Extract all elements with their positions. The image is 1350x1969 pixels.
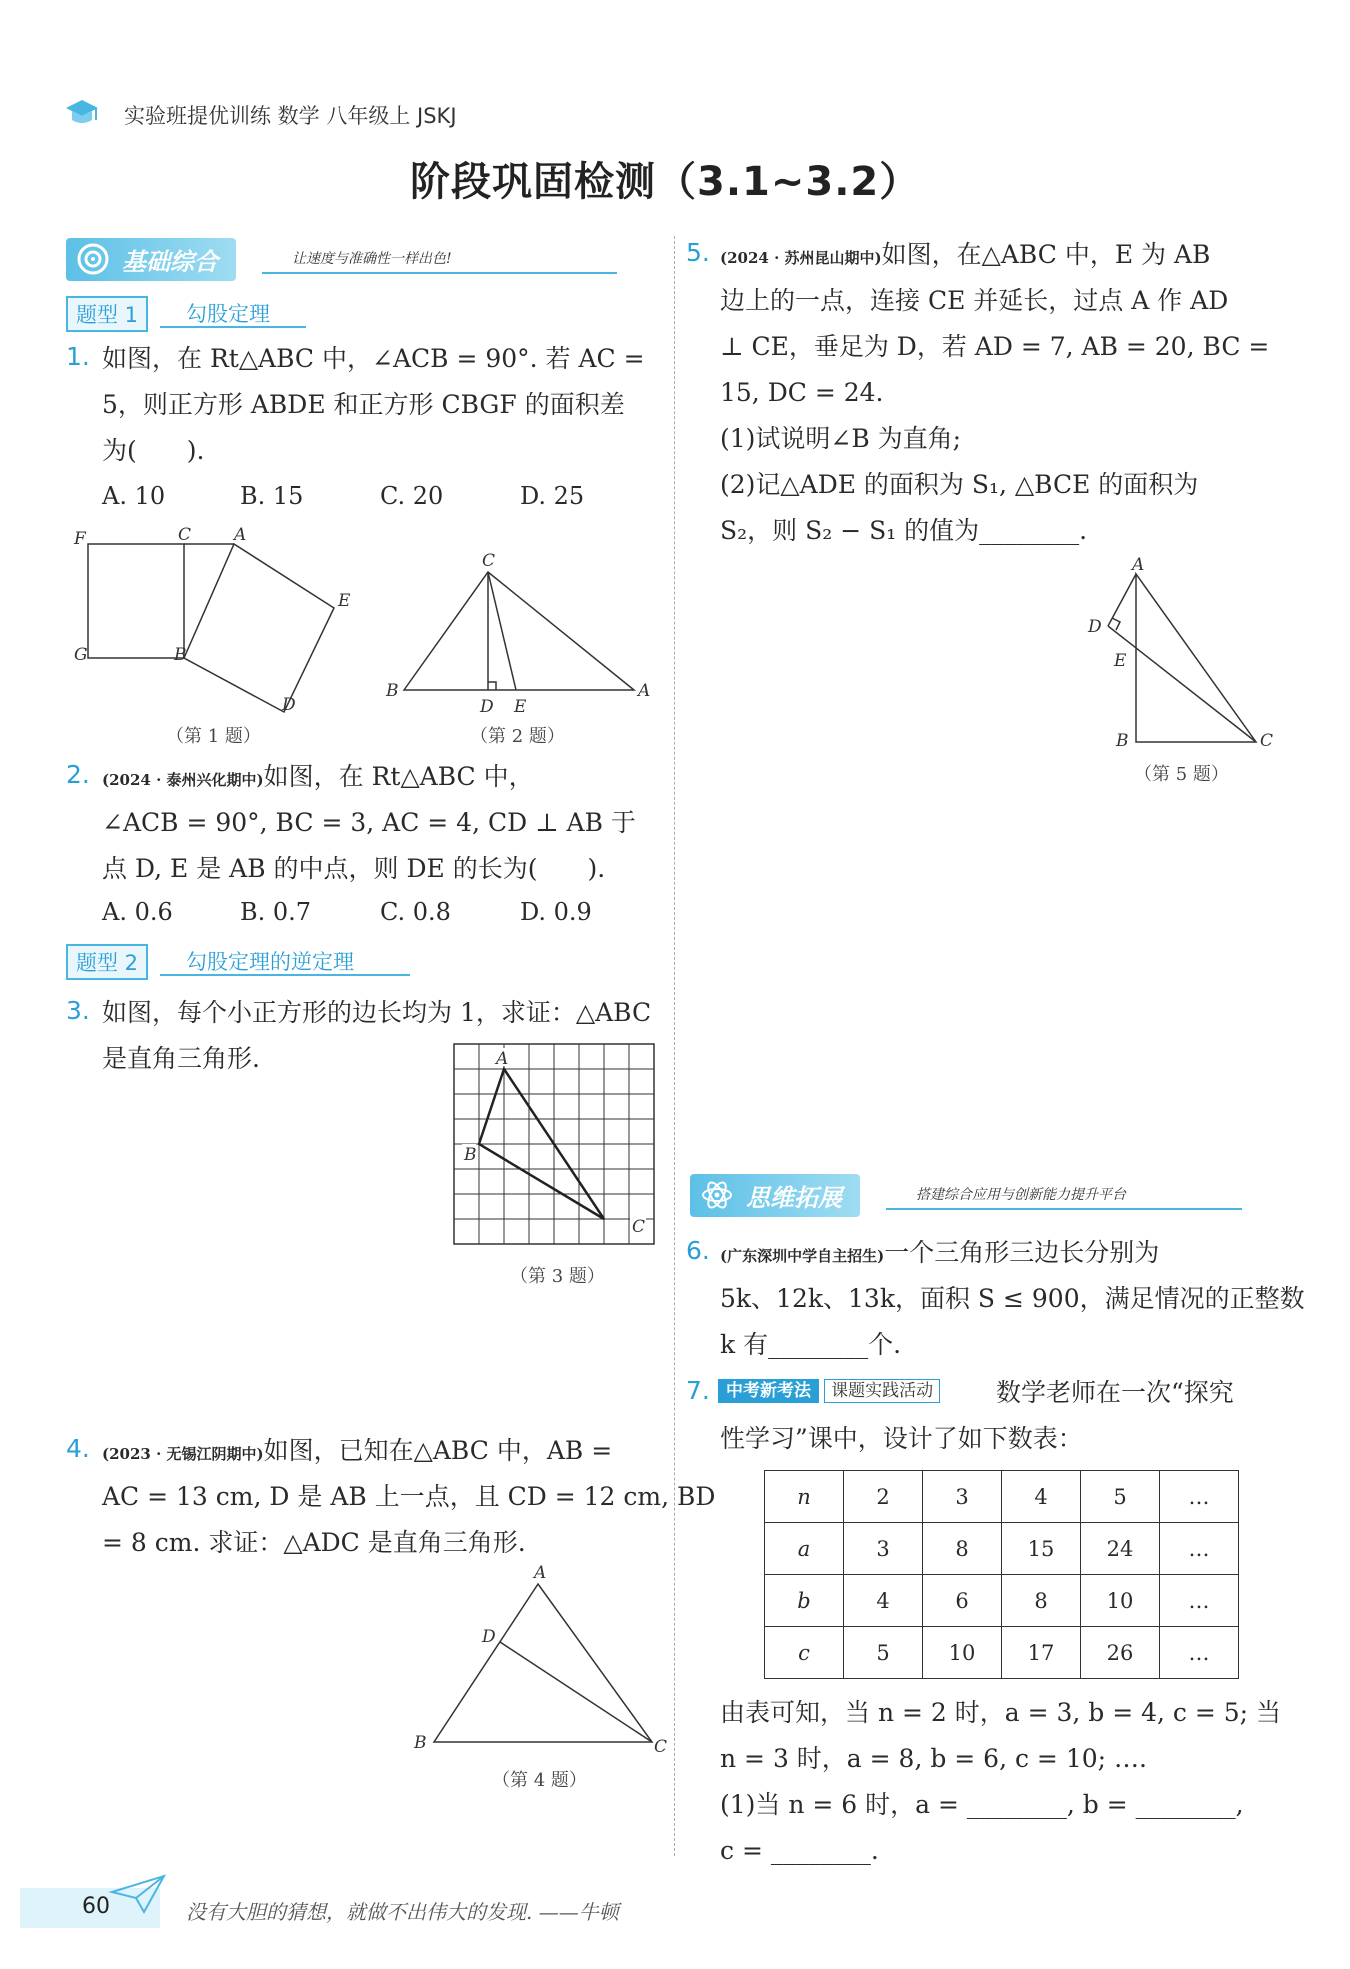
- column-divider: [674, 236, 675, 1856]
- q7-after-4: c = ________.: [720, 1836, 879, 1865]
- fig1-label-b: B: [174, 645, 187, 665]
- table-cell: b: [765, 1575, 844, 1627]
- q3-line-1: 如图，每个小正方形的边长均为 1，求证：△ABC: [102, 998, 652, 1027]
- q6-source: (广东深圳中学自主招生): [720, 1247, 885, 1265]
- header-logo-icon: [64, 98, 100, 128]
- q1-line-1: 如图，在 Rt△ABC 中，∠ACB = 90°. 若 AC =: [102, 344, 645, 373]
- q4-source: (2023 · 无锡江阴期中): [102, 1445, 264, 1463]
- q2-option-a: A. 0.6: [102, 898, 173, 926]
- table-cell: a: [765, 1523, 844, 1575]
- table-cell: …: [1160, 1523, 1239, 1575]
- section2-banner-subtitle: 搭建综合应用与创新能力提升平台: [916, 1187, 1126, 1203]
- fig4-label-b: B: [414, 1733, 427, 1753]
- fig3-label-c: C: [632, 1217, 646, 1237]
- q4-line-3: = 8 cm. 求证：△ADC 是直角三角形.: [102, 1528, 526, 1557]
- table-cell: 6: [923, 1575, 1002, 1627]
- header-text: 实验班提优训练 数学 八年级上 JSKJ: [124, 104, 457, 128]
- table-row: [765, 1575, 1239, 1627]
- section-banner-rule: [262, 272, 617, 274]
- fig5-label-b: B: [1116, 731, 1129, 751]
- q7-badge-row: [718, 1376, 940, 1401]
- table-cell: 26: [1081, 1627, 1160, 1679]
- footer-motto: 没有大胆的猜想，就做不出伟大的发现. ——牛顿: [186, 1900, 619, 1924]
- section2-banner-rule: [886, 1208, 1242, 1210]
- fig1-label-g: G: [74, 645, 88, 665]
- table-cell: n: [765, 1471, 844, 1523]
- fig5-label-a: A: [1132, 556, 1145, 575]
- fig1-label-f: F: [74, 529, 86, 549]
- q5-line-7: S₂，则 S₂ − S₁ 的值为________.: [720, 516, 1088, 545]
- q5-line-4: 15, DC = 24.: [720, 378, 884, 407]
- fig5-label-d: D: [1088, 617, 1102, 637]
- table-cell: 15: [1002, 1523, 1081, 1575]
- q7-after-2: n = 3 时，a = 8, b = 6, c = 10; ….: [720, 1744, 1147, 1773]
- table-cell: 5: [844, 1627, 923, 1679]
- table-cell: 24: [1081, 1523, 1160, 1575]
- figure-1: [70, 520, 360, 720]
- q2-line-1: [102, 754, 534, 800]
- table-row: [765, 1627, 1239, 1679]
- fig1-label-d: D: [282, 695, 296, 715]
- page-title: 阶段巩固检测（3.1~3.2）: [410, 159, 921, 205]
- q1-option-b: B. 15: [240, 482, 304, 510]
- q7-badge-activity: 课题实践活动: [824, 1379, 940, 1403]
- table-cell: …: [1160, 1471, 1239, 1523]
- fig2-label-e: E: [514, 697, 527, 717]
- table-cell: 17: [1002, 1627, 1081, 1679]
- q6-line-1-text: 一个三角形三边长分别为: [884, 1238, 1160, 1267]
- q6-line-3: k 有________个.: [720, 1330, 902, 1359]
- fig3-caption: （第 3 题）: [510, 1266, 605, 1287]
- q5-line-1: [720, 232, 1210, 278]
- footer-page-number: 60: [82, 1894, 110, 1919]
- type-tag-rule-1: [160, 326, 306, 328]
- table-cell: 4: [1002, 1471, 1081, 1523]
- table-cell: 5: [1081, 1471, 1160, 1523]
- fig2-label-d: D: [480, 697, 494, 717]
- table-cell: …: [1160, 1627, 1239, 1679]
- table-cell: 3: [923, 1471, 1002, 1523]
- q4-line-1-text: 如图，已知在△ABC 中，AB =: [263, 1436, 613, 1465]
- q5-line-2: 边上的一点，连接 CE 并延长，过点 A 作 AD: [720, 286, 1229, 315]
- q4-line-1: [102, 1428, 612, 1474]
- q7-number: 7.: [686, 1376, 710, 1405]
- q5-number: 5.: [686, 238, 710, 267]
- fig4-label-d: D: [482, 1627, 496, 1647]
- q1-option-c: C. 20: [380, 482, 444, 510]
- q7-line-1: 数学老师在一次“探究: [996, 1378, 1234, 1407]
- section2-banner-label: 思维拓展: [690, 1174, 860, 1217]
- q2-option-c: C. 0.8: [380, 898, 451, 926]
- fig5-label-e: E: [1114, 651, 1127, 671]
- type-tag-box-2: 题型 2: [66, 944, 148, 980]
- fig2-caption: （第 2 题）: [470, 726, 565, 747]
- table-cell: 10: [923, 1627, 1002, 1679]
- figure-4: [408, 1562, 668, 1762]
- q1-option-a: A. 10: [102, 482, 166, 510]
- q2-source: (2024 · 泰州兴化期中): [102, 771, 264, 789]
- q2-line-1-text: 如图，在 Rt△ABC 中，: [263, 762, 534, 791]
- fig1-label-e: E: [338, 591, 351, 611]
- section-banner-label: 基础综合: [66, 238, 236, 281]
- fig2-label-b: B: [386, 681, 399, 701]
- fig4-label-c: C: [654, 1737, 668, 1757]
- q5-line-6: (2)记△ADE 的面积为 S₁, △BCE 的面积为: [720, 470, 1199, 499]
- q2-number: 2.: [66, 760, 90, 789]
- q5-line-5: (1)试说明∠B 为直角;: [720, 424, 962, 453]
- q4-line-2: AC = 13 cm, D 是 AB 上一点，且 CD = 12 cm, BD: [102, 1482, 716, 1511]
- q5-line-1-text: 如图，在△ABC 中，E 为 AB: [881, 240, 1211, 269]
- target-icon: [76, 242, 110, 276]
- paper-plane-icon: [108, 1872, 168, 1916]
- q1-number: 1.: [66, 342, 90, 371]
- q7-after-1: 由表可知，当 n = 2 时，a = 3, b = 4, c = 5; 当: [720, 1698, 1282, 1727]
- table-row: [765, 1471, 1239, 1523]
- q3-number: 3.: [66, 996, 90, 1025]
- figure-5: [1080, 556, 1280, 756]
- q3-line-2: 是直角三角形.: [102, 1044, 260, 1073]
- table-cell: 3: [844, 1523, 923, 1575]
- fig1-caption: （第 1 题）: [166, 726, 261, 747]
- fig3-label-a: A: [496, 1049, 509, 1069]
- q7-badge-new: 中考新考法: [718, 1379, 819, 1403]
- number-table: [764, 1470, 1239, 1679]
- q2-line-3: 点 D, E 是 AB 的中点，则 DE 的长为( ).: [102, 854, 606, 883]
- type-tag-box-1: 题型 1: [66, 296, 148, 332]
- q5-source: (2024 · 苏州昆山期中): [720, 249, 882, 267]
- q4-number: 4.: [66, 1434, 90, 1463]
- q7-line-2: 性学习”课中，设计了如下数表：: [720, 1424, 1083, 1453]
- q1-line-2: 5，则正方形 ABDE 和正方形 CBGF 的面积差: [102, 390, 625, 419]
- table-cell: c: [765, 1627, 844, 1679]
- atom-icon: [700, 1178, 734, 1212]
- table-row: [765, 1523, 1239, 1575]
- type-tag-name-1: 勾股定理: [186, 302, 270, 326]
- fig2-label-c: C: [482, 551, 496, 571]
- table-cell: 4: [844, 1575, 923, 1627]
- figure-3: [450, 1040, 660, 1250]
- q6-line-1: [720, 1230, 1159, 1276]
- table-cell: 10: [1081, 1575, 1160, 1627]
- fig5-caption: （第 5 题）: [1134, 764, 1229, 785]
- table-cell: …: [1160, 1575, 1239, 1627]
- table-cell: 8: [1002, 1575, 1081, 1627]
- q1-option-d: D. 25: [520, 482, 585, 510]
- q6-number: 6.: [686, 1236, 710, 1265]
- table-cell: 2: [844, 1471, 923, 1523]
- section-banner-subtitle: 让速度与准确性一样出色!: [292, 251, 452, 267]
- fig2-label-a: A: [638, 681, 651, 701]
- q1-line-3: 为( ).: [102, 436, 205, 465]
- table-cell: 8: [923, 1523, 1002, 1575]
- type-tag-name-2: 勾股定理的逆定理: [186, 950, 354, 974]
- q5-line-3: ⊥ CE，垂足为 D，若 AD = 7, AB = 20, BC =: [720, 332, 1270, 361]
- fig3-label-b: B: [464, 1145, 477, 1165]
- q2-line-2: ∠ACB = 90°, BC = 3, AC = 4, CD ⊥ AB 于: [102, 808, 636, 837]
- q2-option-d: D. 0.9: [520, 898, 592, 926]
- fig5-label-c: C: [1260, 731, 1274, 751]
- q7-after-3: (1)当 n = 6 时，a = ________, b = ________,: [720, 1790, 1244, 1819]
- fig4-caption: （第 4 题）: [492, 1770, 587, 1791]
- fig1-label-c: C: [178, 525, 192, 545]
- fig4-label-a: A: [534, 1563, 547, 1583]
- fig1-label-a: A: [234, 525, 247, 545]
- q2-option-b: B. 0.7: [240, 898, 312, 926]
- figure-2: [380, 548, 660, 718]
- q6-line-2: 5k、12k、13k，面积 S ≤ 900，满足情况的正整数: [720, 1284, 1305, 1313]
- type-tag-rule-2: [160, 974, 410, 976]
